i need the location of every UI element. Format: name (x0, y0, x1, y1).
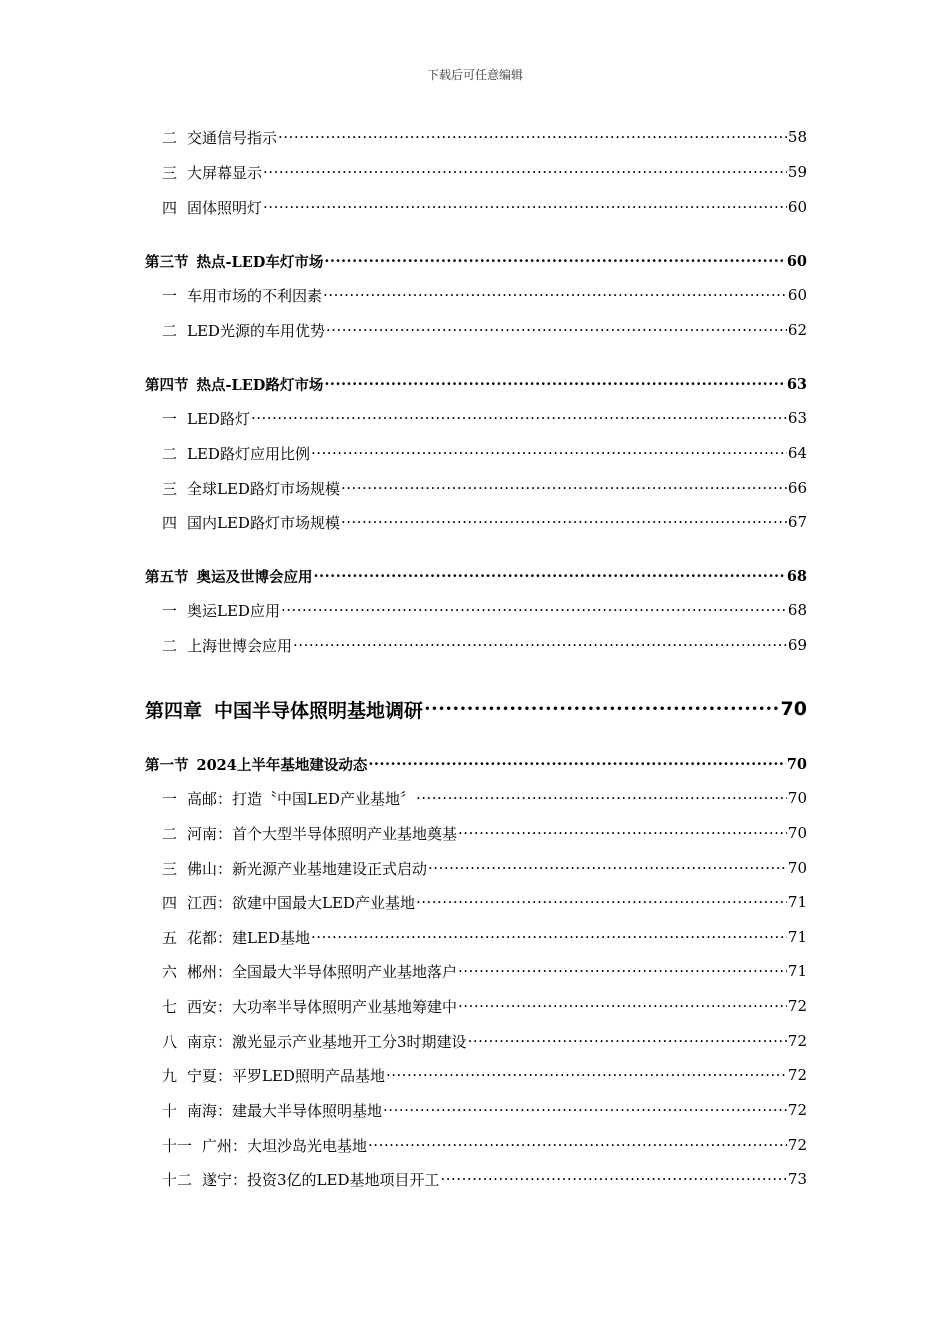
toc-entry-title: 国内LED路灯市场规模 (187, 513, 340, 532)
toc-entry-title: 花都：建LED基地 (187, 928, 310, 947)
toc-entry-number: 四 (162, 893, 178, 912)
dot-leader (386, 1066, 787, 1084)
toc-entry-title: 郴州：全国最大半导体照明产业基地落户 (187, 962, 458, 981)
dot-leader (314, 568, 786, 585)
dot-leader (263, 163, 787, 181)
toc-entry-page: 63 (786, 375, 807, 393)
dot-leader (383, 1101, 787, 1119)
dot-leader (311, 444, 787, 462)
toc-entry[interactable] (0, 161, 950, 183)
toc-entry-title: 全球LED路灯市场规模 (187, 479, 340, 498)
toc-entry-number: 三 (162, 163, 178, 182)
toc-entry-number: 七 (162, 997, 178, 1016)
toc-entry-page: 69 (787, 636, 807, 654)
toc-entry-number: 十 (162, 1101, 178, 1120)
toc-entry-number: 四 (162, 198, 178, 217)
toc-entry-number: 一 (162, 286, 178, 305)
toc-entry-page: 66 (787, 479, 807, 497)
toc-entry-title: 大屏幕显示 (187, 163, 263, 182)
toc-entry-page: 73 (787, 1170, 807, 1188)
toc-entry-title: LED路灯应用比例 (187, 444, 310, 463)
toc-entry[interactable] (0, 634, 950, 656)
toc-entry-number: 第一节 (145, 756, 189, 774)
toc-entry-title: 中国半导体照明基地调研 (214, 699, 424, 721)
toc-entry-number: 第五节 (145, 568, 189, 586)
toc-entry-number: 二 (162, 128, 178, 147)
toc-entry-page: 70 (780, 698, 807, 720)
toc-entry-number: 四 (162, 513, 178, 532)
toc-entry-page: 72 (787, 1066, 807, 1084)
toc-entry-page: 60 (787, 286, 807, 304)
toc-entry-page: 67 (787, 513, 807, 531)
toc-section-entry[interactable] (0, 373, 950, 395)
dot-leader (416, 893, 787, 911)
toc-entry[interactable] (0, 995, 950, 1017)
toc-entry-number: 六 (162, 962, 178, 981)
toc-entry-title: 江西：欲建中国最大LED产业基地 (187, 893, 415, 912)
dot-leader (416, 789, 787, 807)
toc-entry-title: LED光源的车用优势 (187, 321, 325, 340)
toc-entry-title: 2024上半年基地建设动态 (196, 756, 368, 774)
toc-entry-title: 车用市场的不利因素 (187, 286, 323, 305)
toc-entry[interactable] (0, 787, 950, 809)
toc-entry-page: 71 (787, 962, 807, 980)
toc-section-entry[interactable] (0, 753, 950, 775)
toc-entry-page: 70 (787, 824, 807, 842)
toc-entry[interactable] (0, 1030, 950, 1052)
toc-chapter-entry[interactable] (0, 697, 950, 721)
toc-entry-page: 60 (786, 252, 807, 270)
toc-entry-title: 高邮：打造〝中国LED产业基地〞 (187, 789, 415, 808)
toc-entry-number: 二 (162, 321, 178, 340)
toc-entry-page: 59 (787, 163, 807, 181)
toc-entry-number: 三 (162, 479, 178, 498)
toc-entry[interactable] (0, 1168, 950, 1190)
toc-entry-number: 第四节 (145, 376, 189, 394)
toc-entry-page: 58 (787, 128, 807, 146)
toc-entry-title: 热点-LED路灯市场 (196, 376, 324, 394)
dot-leader (458, 997, 787, 1015)
dot-leader (281, 601, 787, 619)
toc-entry[interactable] (0, 1134, 950, 1156)
dot-leader (326, 321, 787, 339)
toc-entry-number: 一 (162, 409, 178, 428)
toc-entry[interactable] (0, 477, 950, 499)
dot-leader (278, 128, 787, 146)
toc-entry[interactable] (0, 599, 950, 621)
toc-entry-number: 二 (162, 636, 178, 655)
toc-entry[interactable] (0, 511, 950, 533)
toc-entry-page: 68 (786, 567, 807, 585)
toc-entry[interactable] (0, 926, 950, 948)
toc-entry[interactable] (0, 126, 950, 148)
toc-entry-title: LED路灯 (187, 409, 250, 428)
toc-section-entry[interactable] (0, 565, 950, 587)
toc-entry-page: 70 (787, 789, 807, 807)
toc-entry-number: 十一 (162, 1136, 193, 1155)
toc-entry-page: 72 (787, 1032, 807, 1050)
toc-entry-title: 佛山：新光源产业基地建设正式启动 (187, 859, 428, 878)
dot-leader (324, 376, 785, 393)
toc-entry[interactable] (0, 960, 950, 982)
dot-leader (458, 962, 787, 980)
dot-leader (324, 253, 785, 270)
toc-entry[interactable] (0, 319, 950, 341)
toc-entry-title: 西安：大功率半导体照明产业基地筹建中 (187, 997, 458, 1016)
toc-entry-number: 二 (162, 444, 178, 463)
page-header: 下载后可任意编辑 (426, 68, 523, 82)
toc-entry[interactable] (0, 196, 950, 218)
toc-entry-title: 热点-LED车灯市场 (196, 253, 324, 271)
dot-leader (368, 756, 785, 773)
toc-entry-number: 第三节 (145, 253, 189, 271)
toc-entry-title: 固体照明灯 (187, 198, 263, 217)
toc-entry-page: 60 (787, 198, 807, 216)
dot-leader (424, 698, 780, 720)
toc-entry-number: 五 (162, 928, 178, 947)
toc-entry-page: 72 (787, 1136, 807, 1154)
dot-leader (311, 928, 787, 946)
toc-entry-page: 72 (787, 1101, 807, 1119)
toc-entry-page: 71 (787, 893, 807, 911)
toc-entry[interactable] (0, 857, 950, 879)
toc-entry-number: 二 (162, 824, 178, 843)
toc-section-entry[interactable] (0, 250, 950, 272)
dot-leader (341, 479, 787, 497)
dot-leader (251, 409, 787, 427)
toc-entry-page: 70 (786, 755, 807, 773)
toc-entry-title: 南海：建最大半导体照明基地 (187, 1101, 383, 1120)
toc-entry[interactable] (0, 284, 950, 306)
toc-entry[interactable] (0, 1064, 950, 1086)
toc-entry-title: 广州：大坦沙岛光电基地 (202, 1136, 368, 1155)
toc-entry[interactable] (0, 442, 950, 464)
toc-entry-number: 第四章 (145, 699, 203, 721)
toc-entry-page: 63 (787, 409, 807, 427)
toc-entry-page: 70 (787, 859, 807, 877)
toc-entry-page: 62 (787, 321, 807, 339)
toc-entry-number: 八 (162, 1032, 178, 1051)
dot-leader (263, 198, 787, 216)
toc-entry[interactable] (0, 1099, 950, 1121)
toc-entry-title: 河南：首个大型半导体照明产业基地奠基 (187, 824, 458, 843)
toc-entry[interactable] (0, 407, 950, 429)
dot-leader (428, 859, 787, 877)
toc-entry-number: 十二 (162, 1170, 193, 1189)
toc-entry-title: 奥运LED应用 (187, 601, 280, 620)
toc-entry-title: 交通信号指示 (187, 128, 278, 147)
toc-entry-number: 一 (162, 789, 178, 808)
toc-entry-page: 72 (787, 997, 807, 1015)
toc-entry[interactable] (0, 891, 950, 913)
dot-leader (293, 636, 787, 654)
toc-entry-number: 九 (162, 1066, 178, 1085)
dot-leader (468, 1032, 787, 1050)
dot-leader (458, 824, 787, 842)
toc-entry-title: 遂宁：投资3亿的LED基地项目开工 (202, 1170, 440, 1189)
toc-entry-title: 宁夏：平罗LED照明产品基地 (187, 1066, 385, 1085)
toc-entry[interactable] (0, 822, 950, 844)
dot-leader (368, 1136, 787, 1154)
dot-leader (341, 513, 787, 531)
toc-entry-page: 64 (787, 444, 807, 462)
toc-entry-number: 一 (162, 601, 178, 620)
dot-leader (323, 286, 787, 304)
toc-entry-page: 71 (787, 928, 807, 946)
dot-leader (441, 1170, 787, 1188)
toc-entry-number: 三 (162, 859, 178, 878)
toc-entry-title: 南京：激光显示产业基地开工分3时期建设 (187, 1032, 467, 1051)
toc-entry-title: 上海世博会应用 (187, 636, 293, 655)
toc-entry-page: 68 (787, 601, 807, 619)
toc-entry-title: 奥运及世博会应用 (196, 568, 313, 586)
